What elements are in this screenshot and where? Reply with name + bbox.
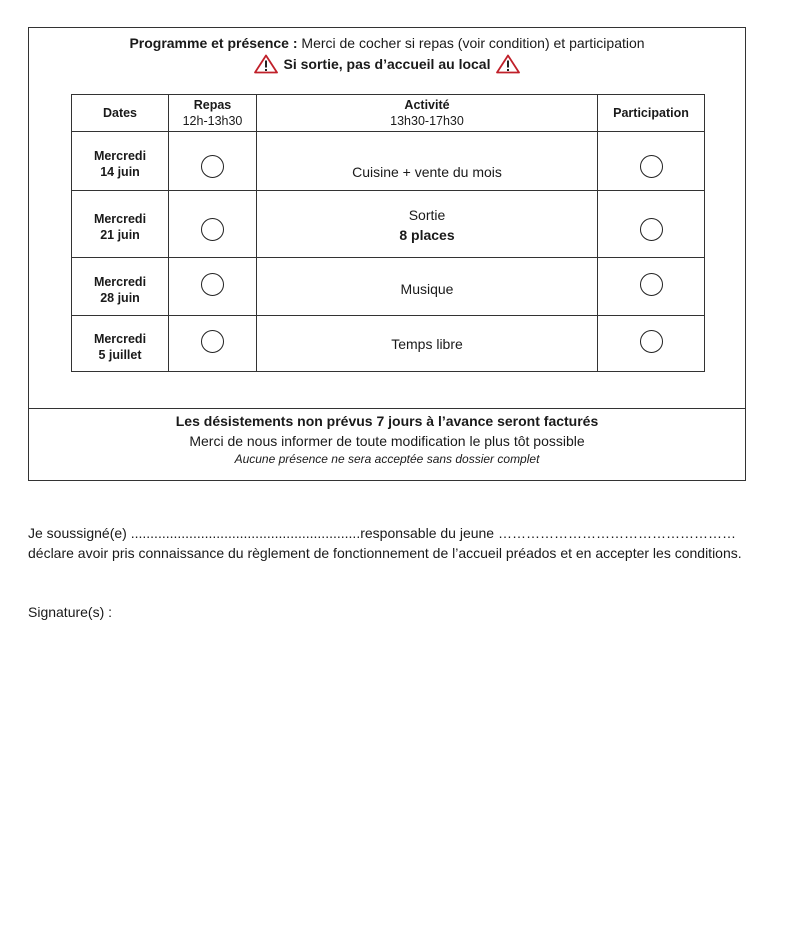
header-activite-label: Activité [404, 98, 450, 112]
footer-line-inform: Merci de nous informer de toute modification le plus tôt possible [189, 433, 585, 449]
date-cell [72, 191, 169, 258]
table-row [72, 191, 705, 258]
frame-divider [29, 408, 745, 409]
header-participation: Participation [598, 95, 705, 132]
warning-line [29, 53, 745, 75]
date-cell [72, 132, 169, 191]
activity-label: Temps libre [391, 335, 463, 352]
activity-cell [257, 258, 598, 316]
program-header [29, 34, 745, 53]
participation-checkbox[interactable] [640, 330, 663, 353]
warning-triangle-icon [254, 54, 278, 74]
warning-triangle-icon [496, 54, 520, 74]
repas-cell [169, 191, 257, 258]
activity-cell [257, 191, 598, 258]
declaration-line2: déclare avoir pris connaissance du règlement de fonctionnement de l’accueil préados et en accepter les conditions. [28, 545, 742, 561]
repas-cell [169, 258, 257, 316]
header-repas-label: Repas [193, 98, 232, 112]
footer-line-dossier: Aucune présence ne sera acceptée sans dossier complet [234, 452, 540, 466]
signature-label: Signature(s) : [28, 604, 113, 620]
table-header-row [72, 95, 705, 132]
footer-notes [29, 411, 745, 467]
repas-cell [169, 132, 257, 191]
header-repas-time: 12h-13h30 [182, 114, 243, 128]
participation-checkbox[interactable] [640, 155, 663, 178]
activity-label: Cuisine + vente du mois [352, 164, 502, 180]
repas-checkbox[interactable] [201, 155, 224, 178]
date-day: Mercredi [93, 212, 147, 226]
header-activite [257, 95, 598, 132]
date-day: Mercredi [93, 331, 147, 346]
declaration [28, 523, 748, 563]
date-day: Mercredi [93, 274, 147, 289]
participation-cell [598, 316, 705, 372]
participation-checkbox[interactable] [640, 218, 663, 241]
date-value: 21 juin [100, 228, 140, 242]
participation-cell [598, 258, 705, 316]
repas-checkbox[interactable] [201, 218, 224, 241]
header-dates: Dates [72, 95, 169, 132]
warning-text: Si sortie, pas d’accueil au local [283, 56, 491, 72]
date-value: 5 juillet [98, 347, 142, 362]
table-row [72, 132, 705, 191]
activity-places: 8 places [399, 227, 455, 243]
activity-cell [257, 316, 598, 372]
header-activite-time: 13h30-17h30 [390, 114, 464, 128]
table-row [72, 258, 705, 316]
header-repas [169, 95, 257, 132]
participation-cell [598, 132, 705, 191]
footer-line-cancellation: Les désistements non prévus 7 jours à l’avance seront facturés [175, 413, 599, 429]
activity-cell [257, 132, 598, 191]
repas-cell [169, 316, 257, 372]
table-row [72, 316, 705, 372]
schedule-table [71, 94, 705, 372]
repas-checkbox[interactable] [201, 273, 224, 296]
activity-label: Musique [400, 281, 454, 297]
activity-label: Sortie [408, 207, 446, 223]
date-value: 28 juin [100, 290, 140, 305]
program-frame [28, 27, 746, 481]
declaration-line1: Je soussigné(e) ...........................................................responsable du jeune …………………………………………… [28, 525, 736, 541]
date-cell [72, 316, 169, 372]
date-cell [72, 258, 169, 316]
date-day: Mercredi [93, 149, 147, 163]
participation-checkbox[interactable] [640, 273, 663, 296]
date-value: 14 juin [100, 165, 140, 179]
header-title-rest: Merci de cocher si repas (voir condition) et participation [297, 35, 645, 51]
header-title-bold: Programme et présence : [129, 35, 298, 51]
participation-cell [598, 191, 705, 258]
repas-checkbox[interactable] [201, 330, 224, 353]
